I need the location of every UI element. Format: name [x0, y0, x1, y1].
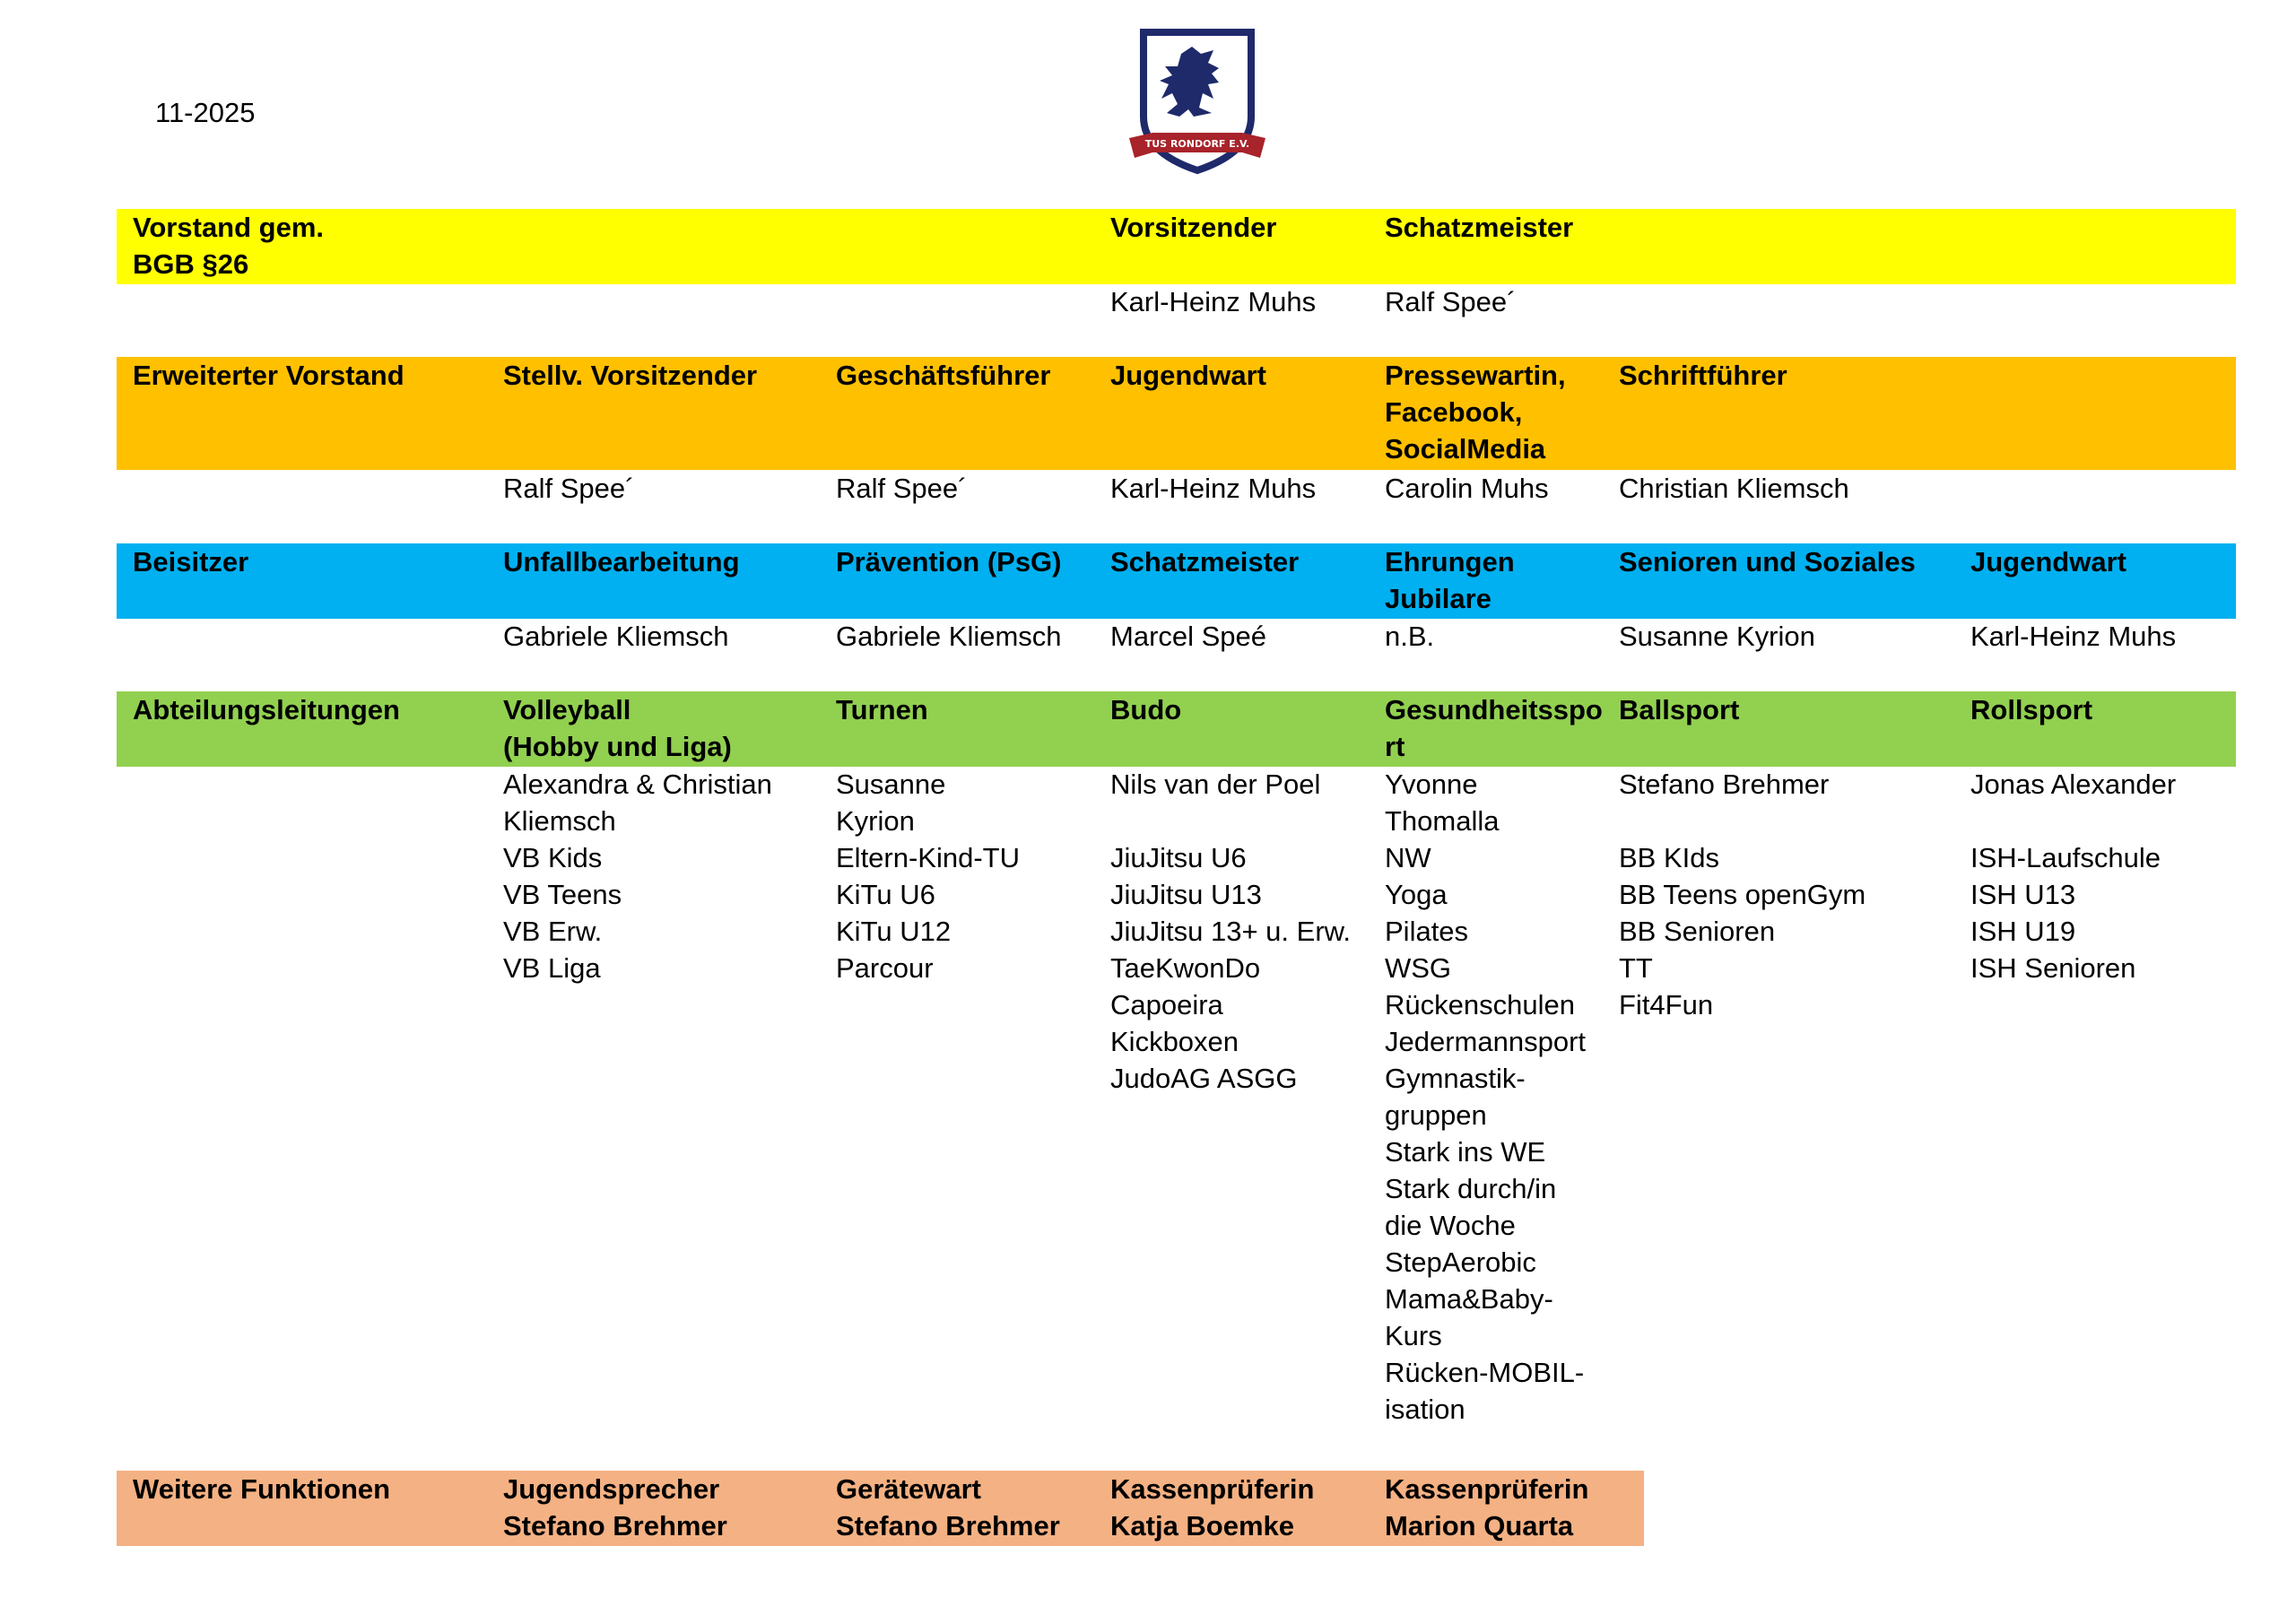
abteilung-column: Yvonne Thomalla NW Yoga Pilates WSG Rückenschulen Jedermannsport Gymnastik- gruppen Stark ins WE Stark durch/in die Woche StepAerobic Mama&Baby- Kurs Rücken-MOBIL- isation	[1385, 769, 1587, 1425]
erweitert-name: Ralf Spee´	[503, 473, 635, 504]
abteilung-header: Turnen	[836, 694, 928, 725]
weitere-cell: Gerätewart Stefano Brehmer	[836, 1473, 1060, 1541]
abteilung-header: Ballsport	[1619, 694, 1740, 725]
erweitert-label: Erweiterter Vorstand	[133, 360, 404, 391]
erweitert-name: Christian Kliemsch	[1619, 473, 1849, 504]
abteilungen-label: Abteilungsleitungen	[133, 694, 400, 725]
abteilung-header: Rollsport	[1970, 694, 2093, 725]
club-logo	[1126, 27, 1269, 179]
beisitzer-name: Gabriele Kliemsch	[503, 621, 729, 652]
vorstand-header: Vorsitzender	[1110, 212, 1277, 243]
erweitert-header: Schriftführer	[1619, 360, 1787, 391]
beisitzer-name: Gabriele Kliemsch	[836, 621, 1062, 652]
vorstand-header: Schatzmeister	[1385, 212, 1574, 243]
abteilung-column: Susanne Kyrion Eltern-Kind-TU KiTu U6 KiTu U12 Parcour	[836, 769, 1020, 984]
weitere-cell: Jugendsprecher Stefano Brehmer	[503, 1473, 727, 1541]
beisitzer-header: Unfallbearbeitung	[503, 546, 740, 578]
abteilung-column: Alexandra & Christian Kliemsch VB Kids VB Teens VB Erw. VB Liga	[503, 769, 772, 984]
crest-text: TUS RONDORF E.V.	[1144, 138, 1250, 150]
erweitert-header: Geschäftsführer	[836, 360, 1051, 391]
beisitzer-header: Jugendwart	[1970, 546, 2126, 578]
beisitzer-name: Marcel Speé	[1110, 621, 1267, 652]
beisitzer-header: Schatzmeister	[1110, 546, 1300, 578]
erweitert-header: Jugendwart	[1110, 360, 1266, 391]
vorstand-name: Karl-Heinz Muhs	[1110, 286, 1317, 317]
document-date: 11-2025	[155, 97, 256, 128]
beisitzer-header: Prävention (PsG)	[836, 546, 1062, 578]
beisitzer-header: Ehrungen Jubilare	[1385, 546, 1515, 614]
weitere-label: Weitere Funktionen	[133, 1473, 391, 1505]
weitere-cell: Kassenprüferin Katja Boemke	[1110, 1473, 1315, 1541]
abteilung-column: Stefano Brehmer BB KIds BB Teens openGym BB Senioren TT Fit4Fun	[1619, 769, 1866, 1020]
erweitert-name: Carolin Muhs	[1385, 473, 1549, 504]
abteilung-header: Budo	[1110, 694, 1182, 725]
beisitzer-name: n.B.	[1385, 621, 1435, 652]
erweitert-header: Pressewartin, Facebook, SocialMedia	[1385, 360, 1566, 465]
beisitzer-header: Senioren und Soziales	[1619, 546, 1916, 578]
weitere-cell: Kassenprüferin Marion Quarta	[1385, 1473, 1589, 1541]
abteilung-column: Jonas Alexander ISH-Laufschule ISH U13 ISH U19 ISH Senioren	[1970, 769, 2177, 984]
vorstand-name: Ralf Spee´	[1385, 286, 1517, 317]
beisitzer-label: Beisitzer	[133, 546, 249, 578]
erweitert-header: Stellv. Vorsitzender	[503, 360, 758, 391]
abteilung-header: Volleyball (Hobby und Liga)	[503, 694, 732, 762]
beisitzer-name: Karl-Heinz Muhs	[1970, 621, 2177, 652]
abteilung-column: Nils van der Poel JiuJitsu U6 JiuJitsu U13 JiuJitsu 13+ u. Erw. TaeKwonDo Capoeira Kickboxen JudoAG ASGG	[1110, 769, 1351, 1094]
erweitert-name: Karl-Heinz Muhs	[1110, 473, 1317, 504]
vorstand-label: Vorstand gem. BGB §26	[133, 212, 325, 280]
abteilung-header: Gesundheitsspo rt	[1385, 694, 1603, 762]
beisitzer-name: Susanne Kyrion	[1619, 621, 1815, 652]
erweitert-name: Ralf Spee´	[836, 473, 968, 504]
